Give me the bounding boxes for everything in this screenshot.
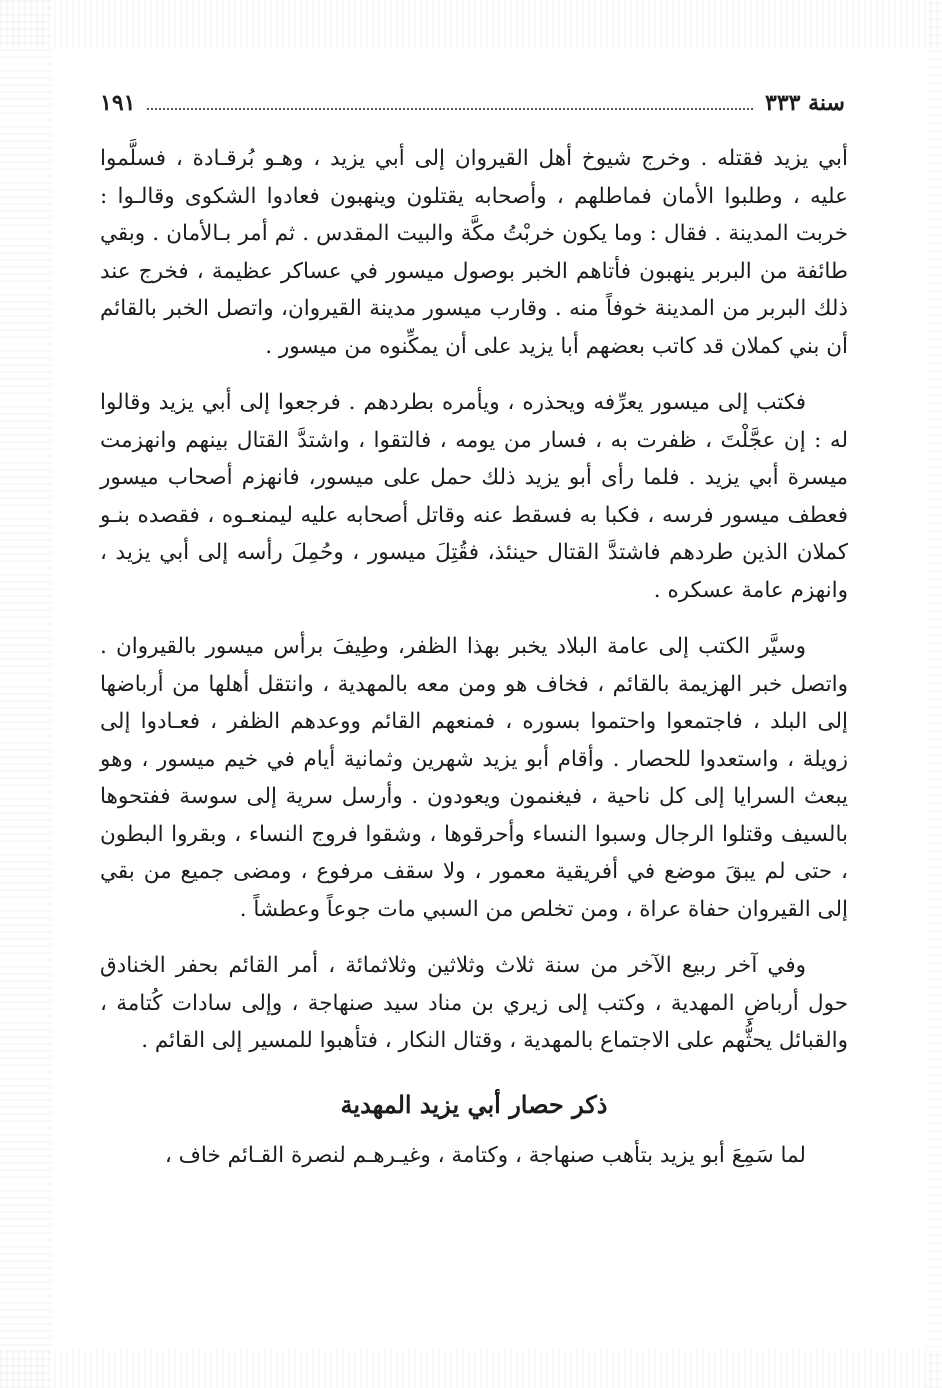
running-header (100, 86, 845, 120)
scan-edge-right (925, 0, 942, 1388)
scan-edge-top (0, 0, 942, 48)
paragraph-3: وسيَّر الكتب إلى عامة البلاد يخبر بهذا الظفر، وطِيفَ برأس ميسور بالقيروان . واتصل خبر الهزيمة بالقائم ، فخاف هو ومن معه بالمهدية ، وانتقل أهلها من أرباضها إلى البلد ، فاجتمعوا واحتموا بسوره ، فمنعهم القائم ووعدهم الظفر ، فعـادوا إلى زويلة ، واستعدوا للحصار . وأقام أبو يزيد شهرين وثمانية أيام في خيم ميسور ، وهو يبعث السرايا إلى كل ناحية ، فيغنمون ويعودون . وأرسل سرية إلى سوسة ففتحوها بالسيف وقتلوا الرجال وسبوا النساء وأحرقوها ، وشقوا فروج النساء ، وبقروا البطون ، حتى لم يبقَ موضع في أفريقية معمور ، ولا سقف مرفوع ، ومضى جميع من بقي إلى القيروان حفاة عراة ، ومن تخلص من السبي مات جوعاً وعطشاً . (100, 634, 848, 922)
header-dotted-leader (147, 108, 753, 110)
paragraph-1: أبي يزيد فقتله . وخرج شيوخ أهل القيروان إلى أبي يزيد ، وهـو بُرقـادة ، فسلَّموا عليه ، وطلبوا الأمان فماطلهم ، وأصحابه يقتلون وينهبون فعادوا الشكوى وقالـوا : خربت المدينة . فقال : وما يكون خربْتُ مكَّة والبيت المقدس . ثم أمر بـالأمان . وبقي طائفة من البربر ينهبون فأتاهم الخبر بوصول ميسور في عساكر عظيمة ، فخرج عند ذلك البربر من المدينة خوفاً منه . وقارب ميسور مدينة القيروان، واتصل الخبر بالقائم أن بني كملان قد كاتب بعضهم أبا يزيد على أن يمكِّنوه من ميسور . (100, 146, 848, 359)
section-title: ذكر حصار أبي يزيد المهدية (340, 1089, 608, 1119)
paragraph-2: فكتب إلى ميسور يعرِّفه ويحذره ، ويأمره بطردهم . فرجعوا إلى أبي يزيد وقالوا له : إن عجَّلْتَ ، ظفرت به ، فسار من يومه ، فالتقوا ، واشتدَّ القتال بينهم وانهزمت ميسرة أبي يزيد . فلما رأى أبو يزيد ذلك حمل على ميسور، فانهزم أصحاب ميسور فعطف ميسور فرسه ، فكبا به فسقط عنه وقاتل أصحابه عليه ليمنعـوه ، فقصده بنـو كملان الذين طردهم فاشتدَّ القتال حينئذ، فقُتِلَ ميسور ، وحُمِلَ رأسه إلى أبي يزيد ، وانهزم عامة عسكره . (100, 390, 848, 603)
header-year: سنة ٣٣٣ (765, 90, 845, 116)
paragraph-4: وفي آخر ربيع الآخر من سنة ثلاث وثلاثين وثلاثمائة ، أمر القائم بحفر الخنادق حول أرباضِ المهدية ، وكتب إلى زيري بن مناد سيد صنهاجة ، وإلى سادات كُتامة ، والقبائل يحثُّهم على الاجتماع بالمهدية ، وقتال النكار ، فتأهبوا للمسير إلى القائم . (100, 953, 848, 1053)
scan-edge-left (0, 0, 52, 1388)
page-body (100, 140, 848, 1194)
paragraph-5: لما سَمِعَ أبو يزيد بتأهب صنهاجة ، وكتامة ، وغيـرهـم لنصرة القـائم خاف ، (164, 1143, 806, 1168)
page-number: ١٩١ (100, 90, 136, 116)
scan-edge-bottom (0, 1350, 942, 1388)
